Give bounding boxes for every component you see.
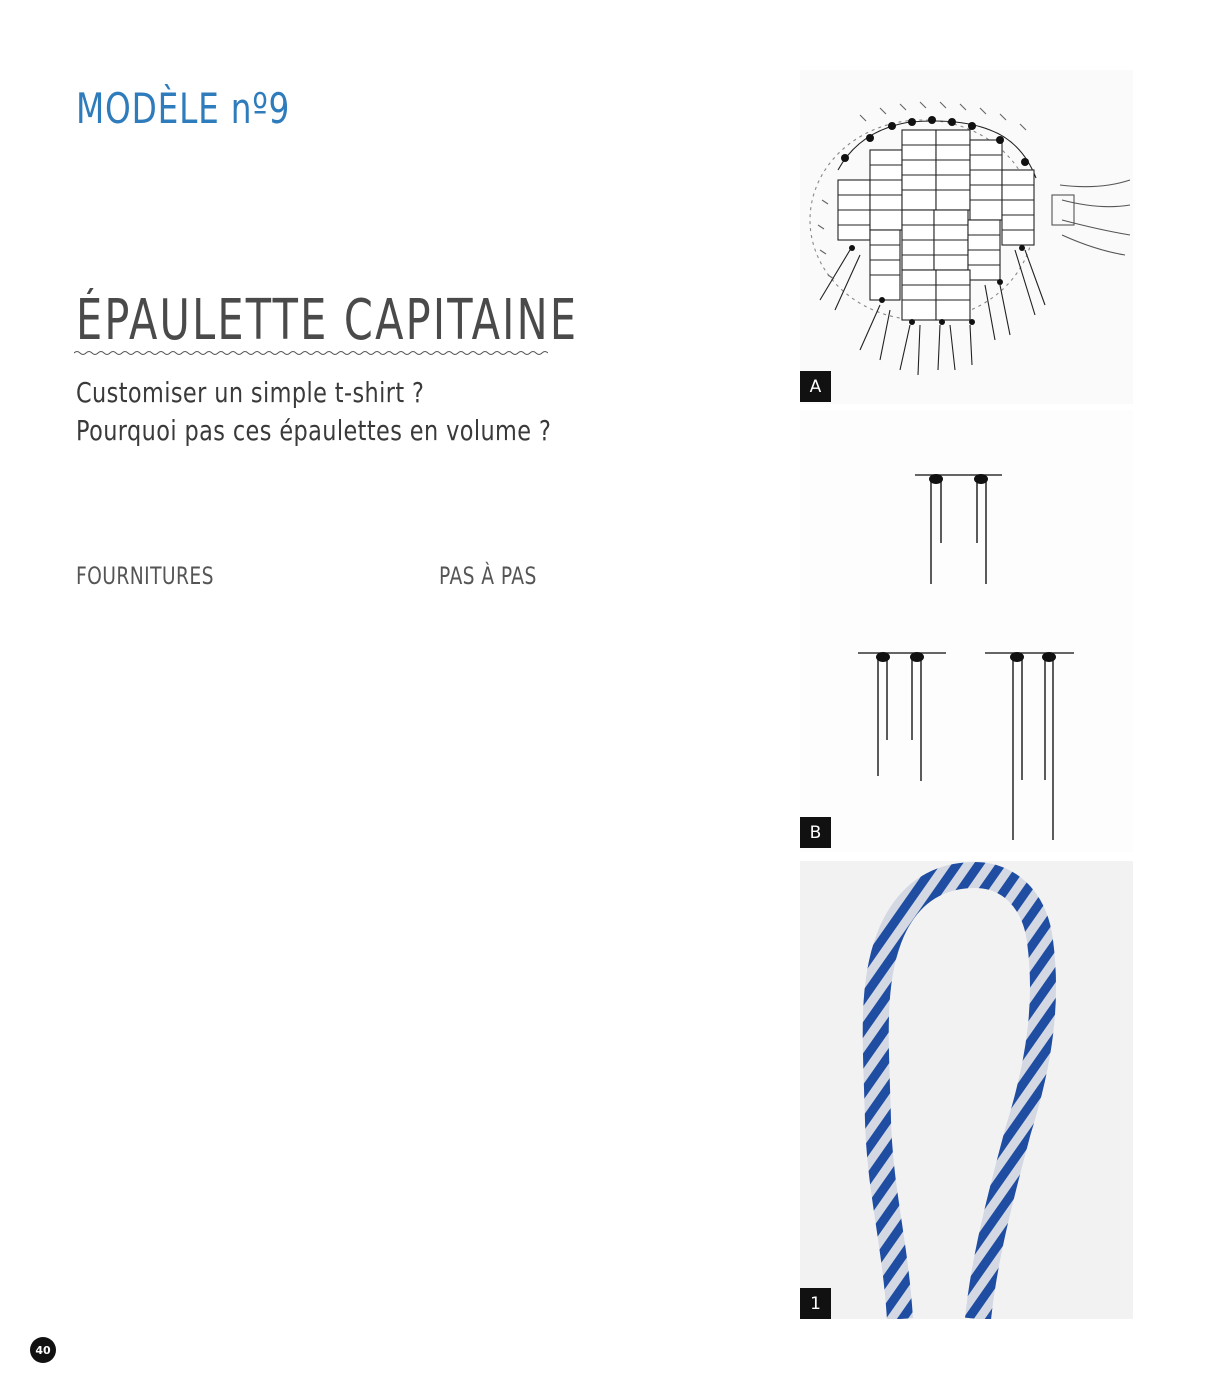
intro-line-1: Customiser un simple t-shirt ?	[76, 376, 425, 409]
intro-line-2: Pourquoi pas ces épaulettes en volume ?	[76, 414, 552, 447]
figure-b-diagram	[800, 410, 1133, 852]
figure-label-b: B	[800, 817, 831, 848]
steps-heading: PAS À PAS	[439, 562, 537, 590]
model-number-heading: MODÈLE nº9	[76, 84, 291, 133]
braided-loop-image	[800, 861, 1133, 1319]
supplies-heading: FOURNITURES	[76, 562, 214, 590]
figure-a-diagram	[800, 70, 1133, 404]
page-title: ÉPAULETTE CAPITAINE	[76, 288, 579, 353]
intro-text	[76, 374, 572, 450]
figure-label-1: 1	[800, 1288, 831, 1319]
figure-label-a: A	[800, 371, 831, 402]
epaulette-diagram-illustration	[800, 70, 1133, 404]
step-1-photo	[800, 861, 1133, 1319]
page-number-badge: 40	[30, 1337, 56, 1363]
title-wavy-underline	[74, 348, 548, 358]
knot-steps-illustration	[800, 410, 1133, 852]
